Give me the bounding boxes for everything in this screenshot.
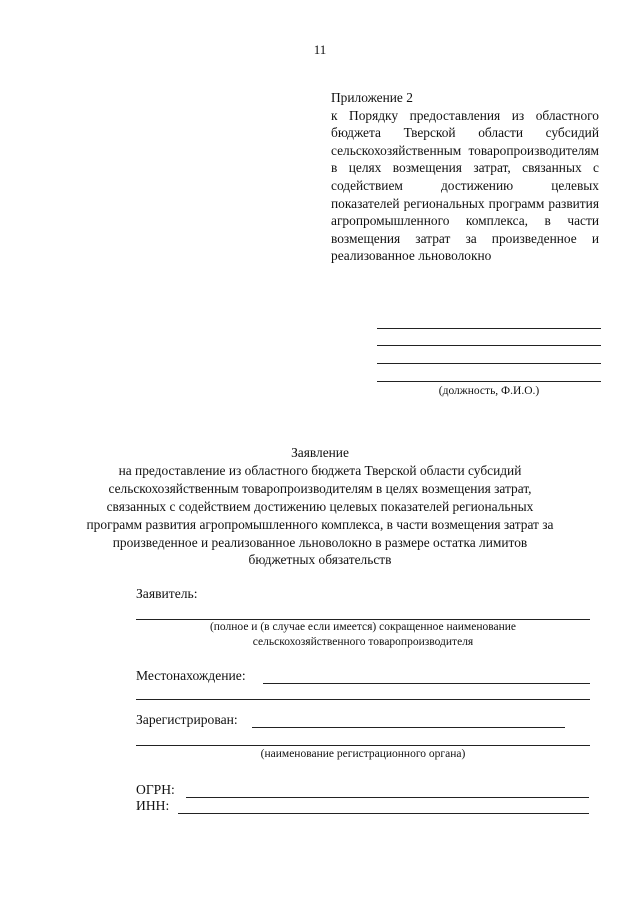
ogrn-label: ОГРН:	[136, 782, 175, 797]
page-number: 11	[313, 42, 327, 57]
recipient-caption: (должность, Ф.И.О.)	[438, 385, 540, 397]
recipient-line-2	[377, 345, 601, 346]
location-line-2[interactable]	[136, 699, 590, 700]
applicant-label: Заявитель:	[136, 586, 198, 601]
recipient-line-3	[377, 363, 601, 364]
registered-line-2[interactable]	[136, 745, 590, 746]
registered-caption: (наименование регистрационного органа)	[260, 748, 466, 760]
statement-block	[80, 444, 560, 569]
location-label: Местонахождение:	[136, 668, 246, 683]
ogrn-line[interactable]	[186, 797, 589, 798]
inn-line[interactable]	[178, 813, 589, 814]
applicant-line[interactable]	[136, 619, 590, 620]
recipient-line-1	[377, 328, 601, 329]
applicant-caption-1: (полное и (в случае если имеется) сокращенное наименование	[209, 621, 517, 633]
applicant-caption-2: сельскохозяйственного товаропроизводителя	[252, 636, 474, 648]
inn-label: ИНН:	[136, 798, 170, 813]
registered-label: Зарегистрирован:	[136, 712, 238, 727]
statement-body: на предоставление из областного бюджета Тверской области субсидий сельскохозяйственным товаропроизводителям в целях возмещения затрат, связанных с содействием достижению целевых показателей региональных программ развития агропромышленного комплекса, в части возмещения затрат за произведенное и реализованное льноволокно в размере остатка лимитов бюджетных обязательств	[86, 462, 554, 568]
appendix-block	[331, 89, 599, 265]
statement-title: Заявление	[291, 445, 349, 460]
registered-line-1[interactable]	[252, 727, 565, 728]
appendix-title: Приложение 2	[331, 90, 413, 105]
appendix-body: к Порядку предоставления из областного бюджета Тверской области субсидий сельскохозяйственным товаропроизводителям в целях возмещения затрат, связанных с содействием достижению целевых показателей региональных программ развития агропромышленного комплекса, в части возмещения затрат за произведенное и реализованное льноволокно	[331, 107, 599, 264]
location-line-1[interactable]	[263, 683, 590, 684]
recipient-line-4	[377, 381, 601, 382]
